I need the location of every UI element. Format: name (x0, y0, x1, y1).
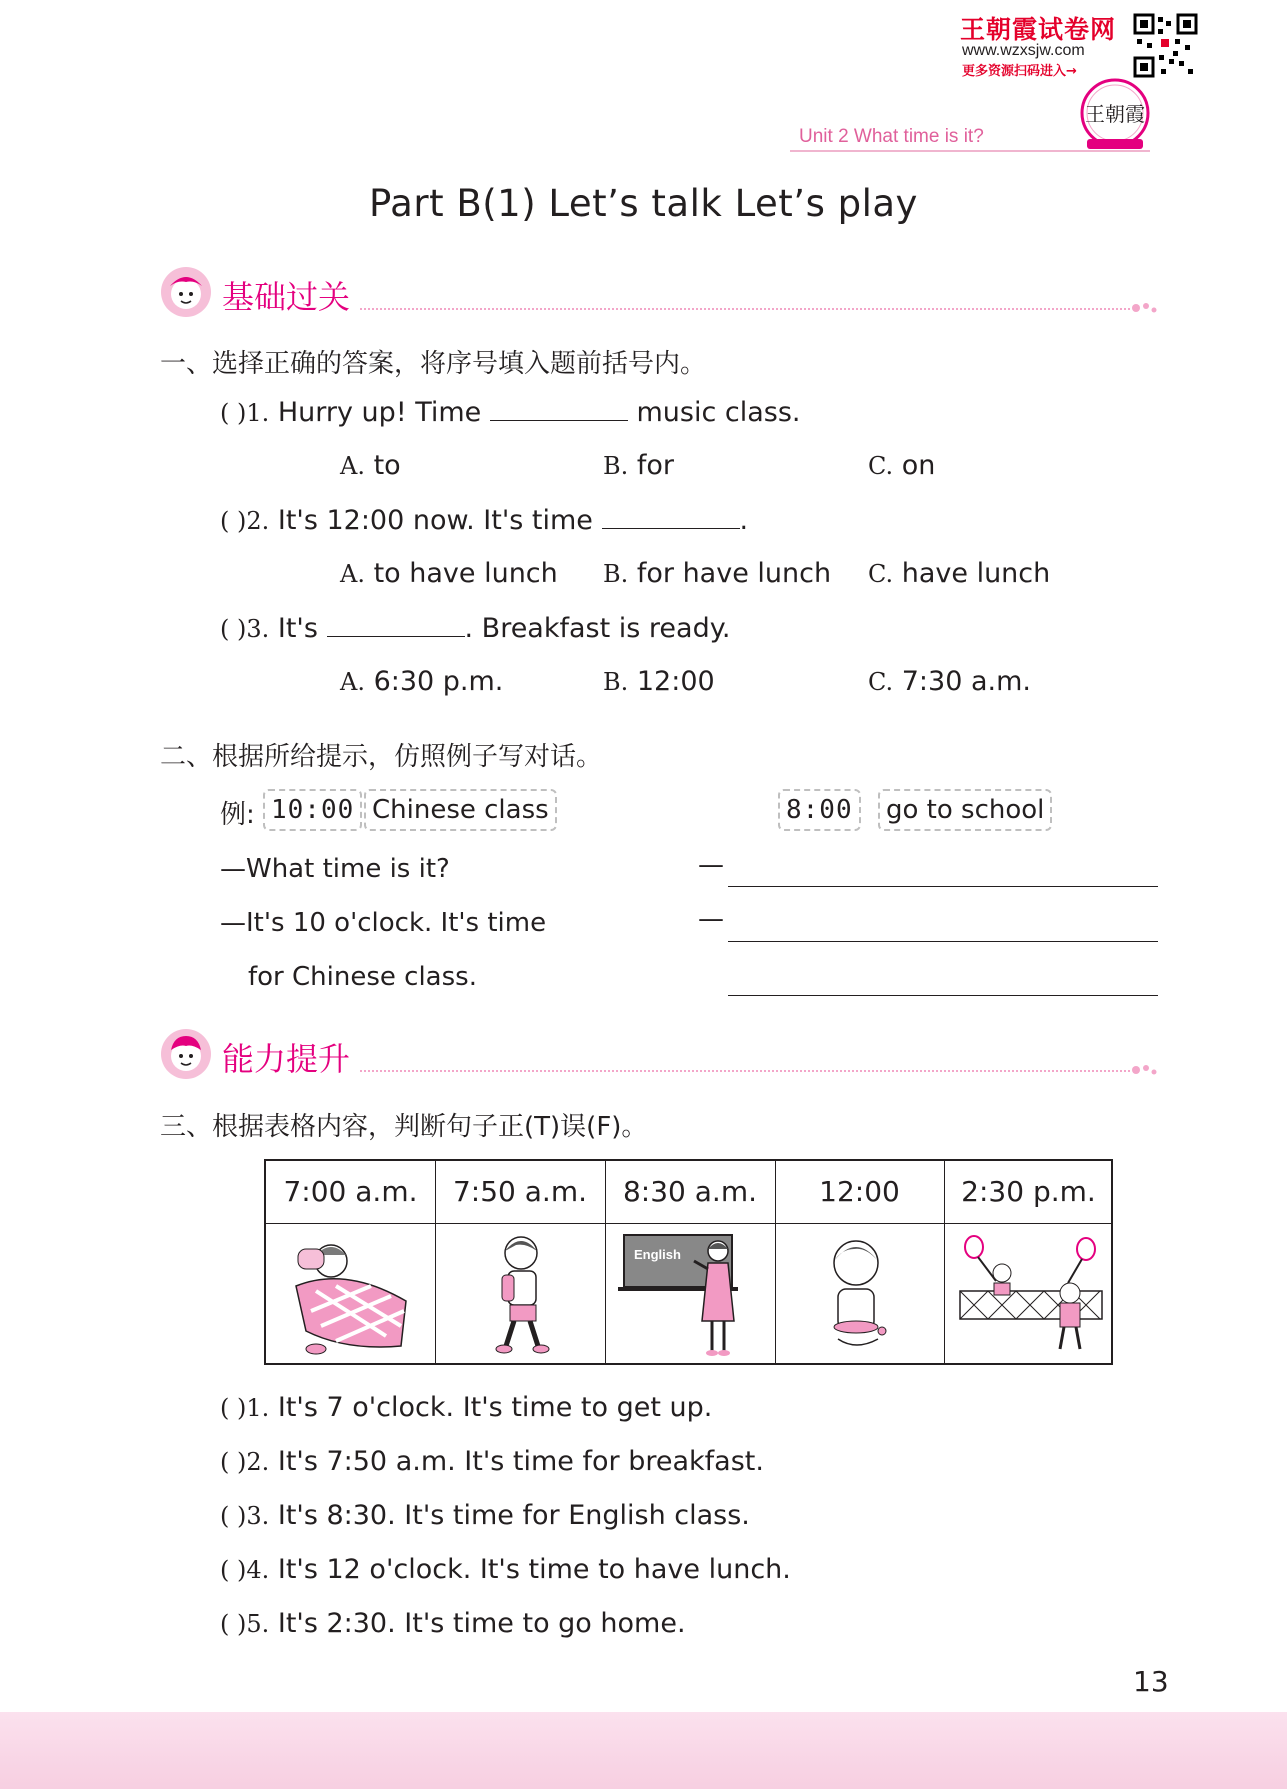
brand-name: 王朝霞试卷网 (960, 15, 1117, 44)
dotted-divider (360, 308, 1130, 310)
board-text: English (634, 1247, 681, 1262)
decor-dots-icon (1130, 1062, 1160, 1078)
item-number: 3. (246, 1502, 270, 1530)
q3-item-3 (220, 1500, 750, 1531)
section-header-basic (160, 266, 1160, 322)
seal-logo-icon (1073, 77, 1158, 152)
table-time-cell: 8:30 a.m. (622, 1175, 757, 1208)
option-letter: A. (340, 452, 365, 480)
q1-item-1 (220, 396, 801, 428)
q3-item-4 (220, 1554, 791, 1585)
statement-text: It's 12 o'clock. It's time to have lunch. (277, 1554, 791, 1585)
statement-text: It's 8:30. It's time for English class. (277, 1500, 750, 1531)
fill-blank[interactable] (490, 396, 628, 421)
section-title: 基础过关 (222, 278, 351, 316)
answer-paren[interactable]: ( ) (220, 615, 247, 643)
fill-blank[interactable] (327, 612, 465, 637)
task-activity-box: go to school (878, 789, 1052, 831)
option-text[interactable]: have lunch (901, 558, 1051, 589)
brand-scan-hint: 更多资源扫码进入→ (962, 64, 1077, 79)
boy-avatar-icon (160, 1028, 212, 1080)
statement-text: It's 2:30. It's time to go home. (277, 1608, 686, 1639)
q1-item-3 (220, 612, 730, 644)
statement-text: It's 7 o'clock. It's time to get up. (277, 1392, 713, 1423)
child-in-bed-icon (276, 1231, 426, 1361)
qr-code-icon[interactable] (1133, 13, 1198, 78)
answer-paren[interactable]: ( ) (220, 399, 247, 427)
option-letter: C. (868, 452, 894, 480)
question-3-title: 三、根据表格内容，判断句子正(T)误(F)。 (160, 1112, 648, 1142)
option-letter: A. (340, 668, 365, 696)
section-header-advanced (160, 1028, 1160, 1084)
answer-line-3[interactable] (728, 995, 1158, 996)
option-text[interactable]: 6:30 p.m. (373, 666, 504, 697)
sentence-text: . Breakfast is ready. (464, 613, 731, 644)
footer-band (0, 1712, 1287, 1789)
task-time-box: 8:00 (778, 789, 861, 831)
sentence-text: . (739, 505, 749, 536)
child-eating-lunch-icon (786, 1231, 936, 1361)
schedule-table (264, 1159, 1113, 1365)
page-title: Part B(1) Let’s talk Let’s play (369, 182, 918, 225)
teacher-english-class-icon (616, 1231, 766, 1361)
q1-options-1b (603, 450, 674, 481)
item-number: 1. (246, 1394, 270, 1422)
question-2-title: 二、根据所给提示，仿照例子写对话。 (160, 742, 603, 772)
item-number: 2. (246, 1448, 270, 1476)
option-letter: A. (340, 560, 365, 588)
item-number: 5. (246, 1610, 270, 1638)
sentence-text: It's (277, 613, 318, 644)
dialog-line-2: —It's 10 o'clock. It's time (220, 908, 547, 938)
answer-paren[interactable]: ( ) (220, 1556, 247, 1584)
question-1-title: 一、选择正确的答案，将序号填入题前括号内。 (160, 349, 707, 379)
q3-item-2 (220, 1446, 764, 1477)
answer-dash: — (698, 904, 724, 934)
example-activity-box: Chinese class (364, 789, 557, 831)
item-number: 4. (246, 1556, 270, 1584)
svg-text:王朝霞: 王朝霞 (1085, 102, 1145, 126)
answer-paren[interactable]: ( ) (220, 507, 247, 535)
q1-options-3c (868, 666, 1031, 697)
q3-item-5 (220, 1608, 686, 1639)
table-time-cell: 12:00 (819, 1175, 900, 1208)
fill-blank[interactable] (602, 504, 740, 529)
girl-avatar-icon (160, 266, 212, 318)
option-letter: B. (603, 668, 629, 696)
q1-item-2 (220, 504, 748, 536)
answer-dash: — (698, 850, 724, 880)
item-number: 2. (246, 507, 270, 535)
dialog-line-3: for Chinese class. (248, 962, 477, 992)
option-letter: C. (868, 560, 894, 588)
sentence-text: It's 12:00 now. It's time (277, 505, 593, 536)
answer-paren[interactable]: ( ) (220, 1448, 247, 1476)
q1-options-3b (603, 666, 715, 697)
child-walking-icon (446, 1231, 596, 1361)
brand-url[interactable]: www.wzxsjw.com (962, 42, 1085, 59)
option-text[interactable]: 7:30 a.m. (901, 666, 1031, 697)
option-letter: B. (603, 452, 629, 480)
option-text[interactable]: to have lunch (373, 558, 558, 589)
table-time-cell: 7:00 a.m. (283, 1175, 418, 1208)
sentence-text: music class. (636, 397, 801, 428)
answer-line-2[interactable] (728, 941, 1158, 942)
option-text[interactable]: on (901, 450, 936, 481)
section-title: 能力提升 (222, 1040, 351, 1078)
q1-options-1c (868, 450, 935, 481)
option-text[interactable]: 12:00 (636, 666, 715, 697)
option-text[interactable]: to (373, 450, 401, 481)
q1-options-3 (340, 666, 503, 697)
statement-text: It's 7:50 a.m. It's time for breakfast. (277, 1446, 764, 1477)
answer-paren[interactable]: ( ) (220, 1502, 247, 1530)
q1-options-2c (868, 558, 1050, 589)
table-time-cell: 7:50 a.m. (452, 1175, 587, 1208)
unit-header: Unit 2 What time is it? (799, 126, 984, 147)
children-badminton-icon (956, 1231, 1106, 1361)
q1-options-2b (603, 558, 831, 589)
option-text[interactable]: for have lunch (636, 558, 832, 589)
decor-dots-icon (1130, 300, 1160, 316)
answer-line-1[interactable] (728, 886, 1158, 887)
table-time-cell: 2:30 p.m. (961, 1175, 1096, 1208)
header-divider (790, 150, 1150, 152)
item-number: 1. (246, 399, 270, 427)
example-label: 例: (220, 800, 255, 830)
dotted-divider (360, 1070, 1130, 1072)
q1-options-2 (340, 558, 558, 589)
q3-item-1 (220, 1392, 712, 1423)
q1-options-1 (340, 450, 401, 481)
dialog-line-1: —What time is it? (220, 854, 450, 884)
answer-paren[interactable]: ( ) (220, 1610, 247, 1638)
example-time-box: 10:00 (263, 789, 362, 831)
answer-paren[interactable]: ( ) (220, 1394, 247, 1422)
option-letter: B. (603, 560, 629, 588)
item-number: 3. (246, 615, 270, 643)
page-number: 13 (1133, 1665, 1169, 1698)
option-text[interactable]: for (636, 450, 674, 481)
sentence-text: Hurry up! Time (277, 397, 482, 428)
option-letter: C. (868, 668, 894, 696)
